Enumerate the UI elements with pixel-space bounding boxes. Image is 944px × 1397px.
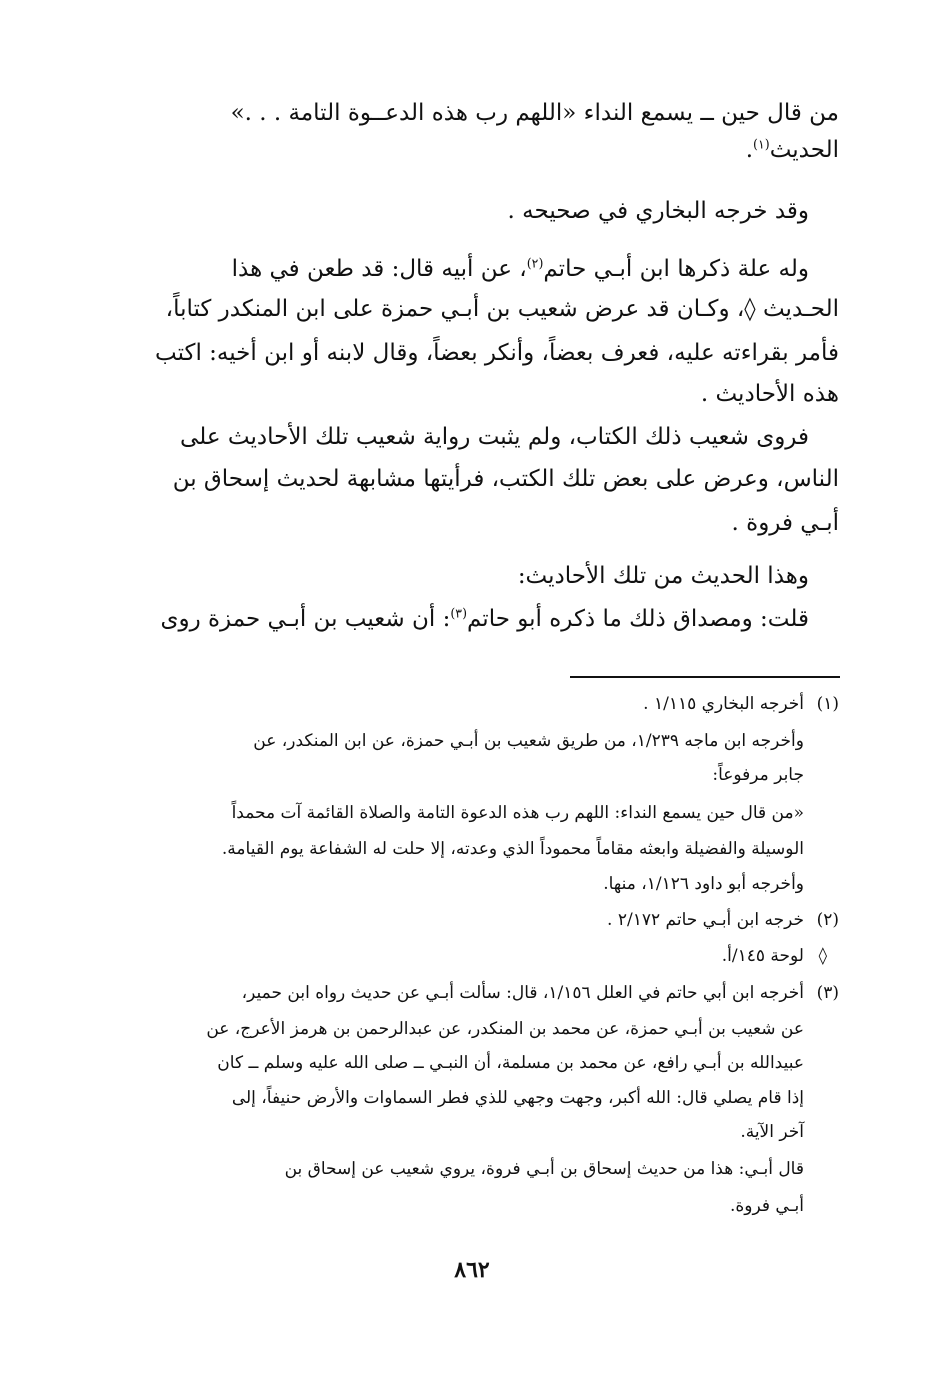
footnote-line: الوسيلة والفضيلة وابعثه مقاماً محموداً الذي وعدته، إلا حلت له الشفاعة يوم القيامة.: [221, 839, 804, 859]
body-line: من قال حين ــ يسمع النداء «اللهم رب هذه الدعــوة التامة . . .»: [230, 100, 839, 126]
footnote-line: أخرجه ابن أبي حاتم في العلل ١/١٥٦، قال: سألت أبـي عن حديث رواه ابن حمير،: [241, 983, 804, 1003]
footnote-line: «من قال حين يسمع النداء: اللهم رب هذه الدعوة التامة والصلاة القائمة آت محمداً: [231, 803, 804, 823]
footnote-line: قال أبـي: هذا من حديث إسحاق بن أبـي فروة، يروي شعيب عن إسحاق بن: [284, 1159, 804, 1179]
footnote-line: عن شعيب بن أبـي حمزة، عن محمد بن المنكدر، عن عبدالرحمن بن هرمز الأعرج، عن: [206, 1019, 804, 1039]
body-text: ، عن أبيه قال: قد طعن في هذا: [231, 256, 527, 282]
body-line: فأمر بقراءته عليه، فعرف بعضاً، وأنكر بعضاً، وقال لابنه أو ابن أخيه: اكتب: [154, 340, 839, 366]
body-line: الناس، وعرض على بعض تلك الكتب، فرأيتها مشابهة لحديث إسحاق بن: [172, 466, 839, 492]
footnote-line: لوحة ١٤٥/أ.: [721, 946, 804, 966]
body-line: الحـديث ◊، وكـان قد عرض شعيب بن أبـي حمزة على ابن المنكدر كتاباً،: [165, 296, 839, 322]
body-line: وقد خرجه البخاري في صحيحه .: [507, 198, 809, 224]
body-text: قلت: ومصداق ذلك ما ذكره أبو حاتم: [467, 606, 809, 632]
body-text: .: [745, 137, 754, 163]
body-line: أبـي فروة .: [731, 510, 839, 536]
body-line: هذه الأحاديث .: [700, 381, 839, 407]
footnote-line: خرجه ابن أبـي حاتم ٢/١٧٢ .: [607, 910, 804, 930]
body-text: وله علة ذكرها ابن أبـي حاتم: [543, 256, 809, 282]
body-line: وهذا الحديث من تلك الأحاديث:: [517, 563, 809, 589]
footnote-line: وأخرجه أبو داود ١/١٢٦، منها.: [603, 874, 804, 894]
footnote-number: (١): [816, 694, 839, 714]
footnote-number: (٣): [816, 983, 839, 1003]
body-line: [746, 137, 839, 163]
footnote-line: أخرجه البخاري ١/١١٥ .: [643, 694, 804, 714]
footnote-ref: (١): [753, 136, 770, 152]
footnote-ref: (٢): [526, 255, 544, 271]
body-line: [160, 606, 809, 632]
page-number: ٨٦٢: [454, 1257, 490, 1283]
footnote-number: (٢): [816, 910, 839, 930]
footnote-line: وأخرجه ابن ماجه ١/٢٣٩، من طريق شعيب بن أبـي حمزة، عن ابن المنكدر، عن: [253, 731, 804, 751]
body-text: الحديث: [769, 137, 839, 163]
body-line: [232, 256, 809, 282]
footnote-line: عبيدالله بن أبـي رافع، عن محمد بن مسلمة، أن النبـي ــ صلى الله عليه وسلم ــ كان: [217, 1053, 804, 1073]
footnote-line: جابر مرفوعاً:: [712, 765, 804, 785]
footnote-line: أبـي فروة.: [729, 1196, 804, 1216]
footnote-ref: (٣): [450, 605, 467, 621]
footnote-separator: [570, 676, 840, 678]
body-text: : أن شعيب بن أبـي حمزة روى: [160, 606, 451, 632]
body-line: فروى شعيب ذلك الكتاب، ولم يثبت رواية شعيب تلك الأحاديث على: [180, 424, 809, 450]
footnote-line: إذا قام يصلي قال: الله أكبر، وجهت وجهي للذي فطر السماوات والأرض حنيفاً، إلى: [231, 1088, 804, 1108]
footnote-line: آخر الآية.: [740, 1122, 804, 1142]
footnote-number: ◊: [818, 946, 827, 966]
